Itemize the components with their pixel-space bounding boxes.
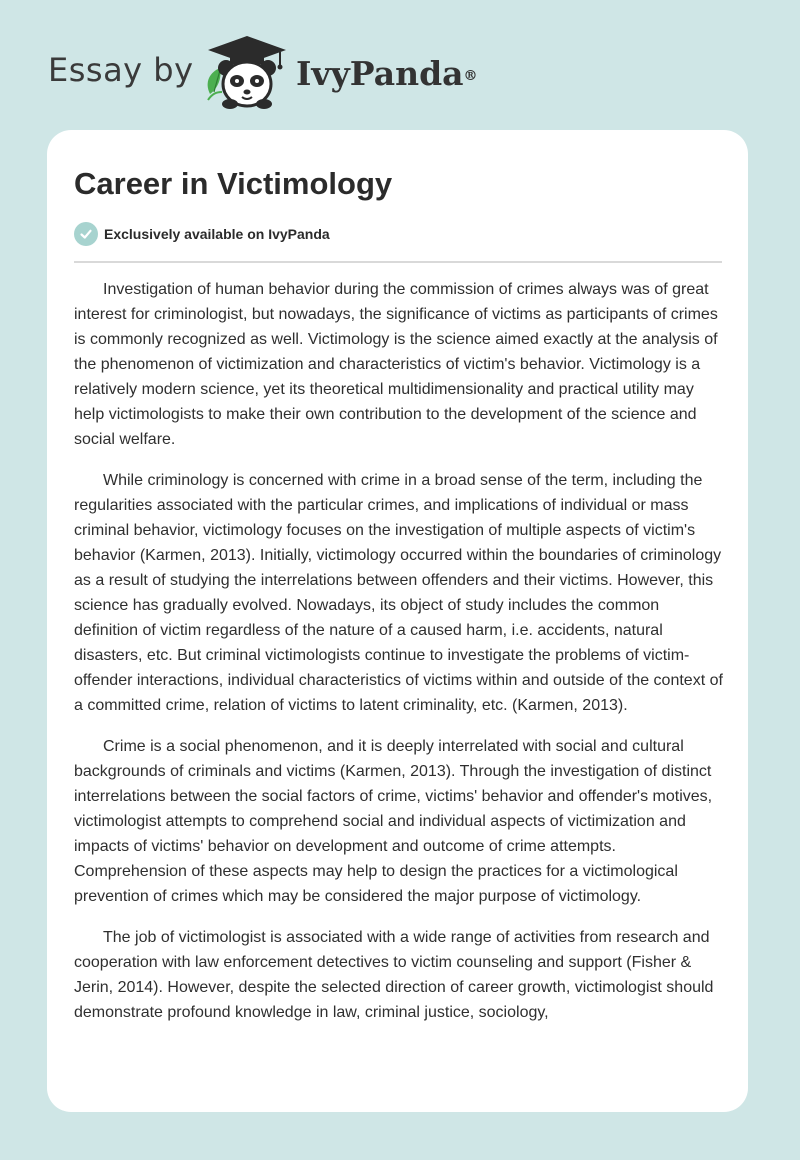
panda-logo-icon	[200, 34, 295, 110]
essay-card	[47, 130, 748, 1112]
site-header	[0, 0, 800, 125]
exclusive-badge-label: Exclusively available on IvyPanda	[104, 226, 330, 242]
essay-body	[74, 277, 724, 1041]
essay-by-label: Essay by	[48, 51, 194, 89]
check-icon	[74, 222, 98, 246]
brand-label: IvyPanda	[296, 54, 464, 93]
divider	[74, 261, 722, 263]
brand-name	[296, 54, 478, 94]
paragraph: Investigation of human behavior during the commission of crimes always was of great interest for criminologist, but nowadays, the significance of victims as participants of crimes is commonly recognized as well. Victimology is the science aimed exactly at the analysis of the phenomenon of victimization and characteristics of victim's behavior. Victimology is a relatively modern science, yet its theoretical multidimensionality and practical utility may help victimologists to make their own contribution to the development of the science and social welfare.	[74, 281, 718, 448]
paragraph: The job of victimologist is associated with a wide range of activities from research and cooperation with law enforcement detectives to victim counseling and support (Fisher & Jerin, 2014). However, despite the selected direction of career growth, victimologist should demonstrate profound knowledge in law, criminal justice, sociology,	[74, 929, 714, 1021]
paragraph: Crime is a social phenomenon, and it is deeply interrelated with social and cultural backgrounds of criminals and victims (Karmen, 2013). Through the investigation of distinct interrelations between the social factors of crime, victims' behavior and offender's motives, victimologist attempts to comprehend social and individual aspects of victimization and impacts of victims' behavior on development and outcome of crime attempts. Comprehension of these aspects may help to design the practices for a victimological prevention of crimes which may be considered the major purpose of victimology.	[74, 738, 713, 905]
paragraph: While criminology is concerned with crime in a broad sense of the term, including the regularities associated with the particular crimes, and implications of individual or mass criminal behavior, victimology focuses on the investigation of multiple aspects of victim's behavior (Karmen, 2013). Initially, victimology occurred within the boundaries of criminology as a result of studying the interrelations between offenders and their victims. However, this science has gradually evolved. Nowadays, its object of study includes the common definition of victim regardless of the nature of a caused harm, i.e. accidents, natural disasters, etc. But criminal victimologists continue to investigate the problems of victim-offender interactions, individual characteristics of victims within and outside of the context of a committed crime, relation of victims to latent criminality, etc. (Karmen, 2013).	[74, 472, 723, 714]
exclusive-badge	[74, 222, 330, 246]
page-title: Career in Victimology	[74, 166, 393, 201]
registered-mark: ®	[463, 68, 478, 84]
